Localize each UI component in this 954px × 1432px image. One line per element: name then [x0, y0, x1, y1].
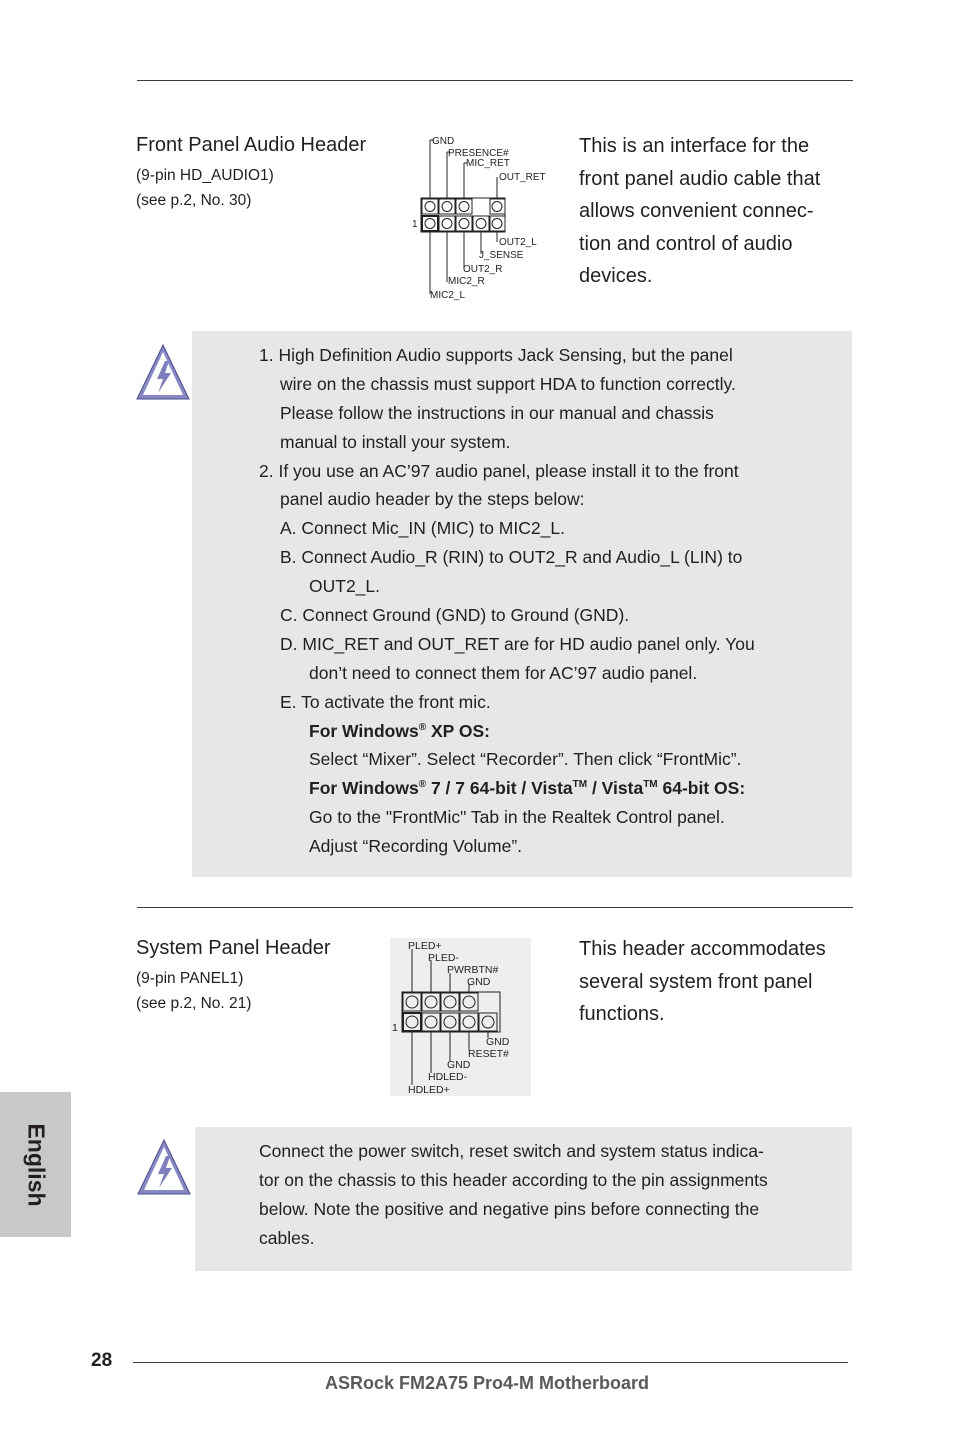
audio-note-text: [259, 341, 755, 861]
pin-label-out-ret: OUT_RET: [499, 172, 546, 183]
pin-label-1: 1: [392, 1022, 398, 1034]
note-line: C. Connect Ground (GND) to Ground (GND).: [280, 605, 630, 626]
note-line: Connect the power switch, reset switch and system status indica-: [259, 1141, 764, 1161]
system-header-pin-diagram: [390, 938, 531, 1096]
desc-line: tion and control of audio: [579, 232, 793, 255]
note-line: below. Note the positive and negative pins before connecting the: [259, 1198, 760, 1219]
note-line: OUT2_L.: [309, 576, 380, 597]
note-line: panel audio header by the steps below:: [280, 489, 585, 510]
note-heading-xp: For Windows® XP OS:: [309, 720, 490, 741]
system-header-pin-spec: (9-pin PANEL1): [136, 970, 244, 987]
system-header-page-ref: (see p.2, No. 21): [136, 995, 252, 1012]
pin-label-pled-minus: PLED-: [428, 952, 459, 964]
pin-label-gnd-bottom: GND: [447, 1059, 471, 1071]
system-header-info: [136, 937, 331, 1013]
note-line: Select “Mixer”. Select “Recorder”. Then click “FrontMic”.: [309, 749, 742, 770]
note-line: E. To activate the front mic.: [280, 691, 491, 712]
pin-label-out2-l: OUT2_L: [499, 237, 537, 248]
note-line: B. Connect Audio_R (RIN) to OUT2_R and Audio_L (LIN) to: [280, 547, 743, 568]
note-line: don’t need to connect them for AC’97 audio panel.: [309, 662, 698, 683]
desc-line: front panel audio cable that: [579, 167, 821, 190]
pin-label-mic2-l: MIC2_L: [430, 290, 466, 301]
desc-line: several system front panel: [579, 970, 813, 993]
system-header-title: System Panel Header: [136, 937, 331, 959]
audio-header-pin-spec: (9-pin HD_AUDIO1): [136, 167, 274, 184]
pin-label-presence: PRESENCE#: [448, 148, 509, 159]
section-rule: [137, 907, 853, 908]
desc-line: This is an interface for the: [579, 135, 810, 157]
pin-label-mic-ret: MIC_RET: [466, 158, 510, 169]
note-line: Go to the "FrontMic" Tab in the Realtek Control panel.: [309, 807, 725, 828]
desc-line: allows convenient connec-: [579, 200, 814, 222]
language-tab-label: English: [23, 1122, 49, 1207]
warning-icon: [135, 1138, 195, 1196]
note-line: cables.: [259, 1227, 315, 1248]
pin-label-pled-plus: PLED+: [408, 940, 442, 952]
note-line: 1. High Definition Audio supports Jack Sensing, but the panel: [259, 345, 733, 365]
pin-label-gnd: GND: [432, 136, 455, 147]
system-header-description: [579, 933, 826, 1031]
language-side-tab: [0, 1092, 71, 1237]
audio-header-description: [579, 130, 820, 293]
footer-rule: [133, 1362, 848, 1363]
note-line: D. MIC_RET and OUT_RET are for HD audio panel only. You: [280, 633, 755, 654]
footer-product-name: ASRock FM2A75 Pro4-M Motherboard: [325, 1373, 650, 1393]
desc-line: functions.: [579, 1003, 665, 1025]
page-number: 28: [91, 1350, 113, 1371]
pin-label-pwrbtn: PWRBTN#: [447, 964, 499, 976]
pin-label-gnd-right: GND: [486, 1036, 510, 1048]
top-rule: [137, 80, 853, 81]
note-line: 2. If you use an AC’97 audio panel, please install it to the front: [259, 460, 739, 481]
note-heading-win7: For Windows® 7 / 7 64-bit / Vista™ / Vista™ 64-bit OS:: [309, 778, 746, 799]
pin-label-hdled-minus: HDLED-: [428, 1071, 468, 1083]
pin-label-gnd-top: GND: [467, 976, 491, 988]
pin-label-out2-r: OUT2_R: [463, 264, 503, 275]
desc-line: This header accommodates: [579, 938, 826, 960]
desc-line: devices.: [579, 265, 653, 287]
audio-header-title: Front Panel Audio Header: [136, 134, 367, 156]
system-note-text: [259, 1137, 768, 1253]
audio-header-info: [136, 134, 366, 210]
audio-header-pin-diagram: [408, 132, 558, 304]
note-line: manual to install your system.: [280, 431, 511, 452]
note-line: wire on the chassis must support HDA to function correctly.: [280, 373, 736, 394]
note-line: Please follow the instructions in our manual and chassis: [280, 402, 714, 423]
warning-icon: [135, 343, 193, 401]
note-line: A. Connect Mic_IN (MIC) to MIC2_L.: [280, 518, 565, 539]
pin-label-reset: RESET#: [468, 1048, 509, 1060]
pin-label-1: 1: [412, 219, 418, 230]
note-line: Adjust “Recording Volume”.: [309, 836, 523, 857]
pin-label-hdled-plus: HDLED+: [408, 1084, 450, 1096]
pin-label-j-sense: J_SENSE: [479, 250, 524, 261]
pin-label-mic2-r: MIC2_R: [448, 276, 485, 287]
note-line: tor on the chassis to this header according to the pin assignments: [259, 1169, 768, 1190]
audio-header-page-ref: (see p.2, No. 30): [136, 192, 252, 209]
